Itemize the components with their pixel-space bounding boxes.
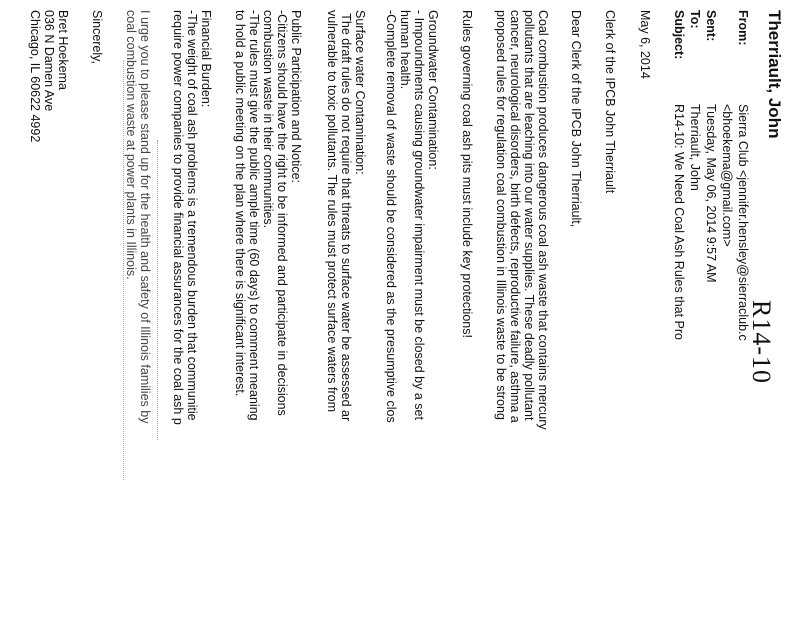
meta-value: Tuesday, May 06, 2014 9:57 AM	[704, 104, 718, 283]
financial-line: -The weight of coal ash problems is a tremendous burden that communitie	[185, 10, 199, 421]
signature-line: Chicago, IL 60622 4992	[28, 10, 42, 143]
signature-line: 036 N Damen Ave	[42, 10, 56, 112]
meta-label: From:	[736, 10, 750, 46]
participation-line: -The rules must give the public ample time (60 days) to comment meaning	[247, 10, 261, 421]
groundwater-line: human health.	[398, 10, 412, 90]
intro-line: proposed rules for regulation coal combustion in Illinois waste to be strong	[494, 10, 508, 420]
intro-line: cancer, neurological disorders, birth defects, reproductive failure, asthma a	[508, 10, 522, 423]
meta-value: <bhoekema@gmail.com>	[720, 104, 734, 247]
meta-label: To:	[688, 10, 702, 29]
scan-speckle	[122, 60, 124, 480]
signature-line: Bret Hoekema	[56, 10, 70, 90]
meta-sent-row	[704, 10, 718, 283]
closing-line: I urge you to please stand up for the health and safety of Illinois families by	[138, 10, 152, 424]
header-name: Therriault, John	[765, 10, 784, 139]
scan-speckle	[156, 140, 158, 440]
meta-label: Subject:	[672, 10, 686, 60]
groundwater-line: Groundwater Contamination:	[426, 10, 440, 170]
meta-from-row	[736, 10, 750, 341]
letter-date: May 6, 2014	[638, 10, 652, 79]
meta-subject-row	[672, 10, 686, 340]
closing-line: coal combustion waste at power plants in Illinois.	[124, 10, 138, 280]
meta-value: Therriault, John	[688, 104, 702, 191]
intro-line: pollutants that are leaching into our water supplies. These deadly pollutant	[522, 10, 536, 421]
meta-value: Sierra Club <jennifer.hensley@sierraclub.c	[736, 104, 750, 341]
financial-line: Financial Burden:	[199, 10, 213, 108]
groundwater-line: - Impoundments causing groundwater impairment must be closed by a set	[412, 10, 426, 420]
docket-number: R14-10	[747, 300, 776, 384]
participation-line: combustion waste in their communities.	[261, 10, 275, 229]
meta-to-row	[688, 10, 702, 191]
groundwater-line: -Complete removal of waste should be considered as the presumptive clos	[384, 10, 398, 423]
signoff: Sincerely,	[90, 10, 104, 64]
surface-line: Surface water Contamination:	[353, 10, 367, 175]
financial-line: require power companies to provide financial assurances for the coal ash p	[171, 10, 185, 425]
meta-from-email-row	[720, 10, 734, 247]
participation-line: to hold a public meeting on the plan where there is significant interest.	[233, 10, 247, 397]
letter-recipient: Clerk of the IPCB John Therriault	[603, 10, 617, 194]
meta-value: R14-10: We Need Coal Ash Rules that Pro	[672, 104, 686, 341]
surface-line: vulnerable to toxic pollutants. The rules must protect surface waters from	[325, 10, 339, 413]
meta-label: Sent:	[704, 10, 718, 42]
participation-line: Public Participation and Notice:	[289, 10, 303, 184]
surface-line: The draft rules do not require that threats to surface water be assessed ar	[339, 10, 353, 422]
rules-line: Rules governing coal ash pits must include key protections!	[460, 10, 474, 338]
intro-line: Coal combustion produces dangerous coal ash waste that contains mercury	[536, 10, 550, 430]
participation-line: -Citizens should have the right to be informed and participate in decisions	[275, 10, 289, 416]
letter-salutation: Dear Clerk of the IPCB John Therriault,	[569, 10, 583, 228]
